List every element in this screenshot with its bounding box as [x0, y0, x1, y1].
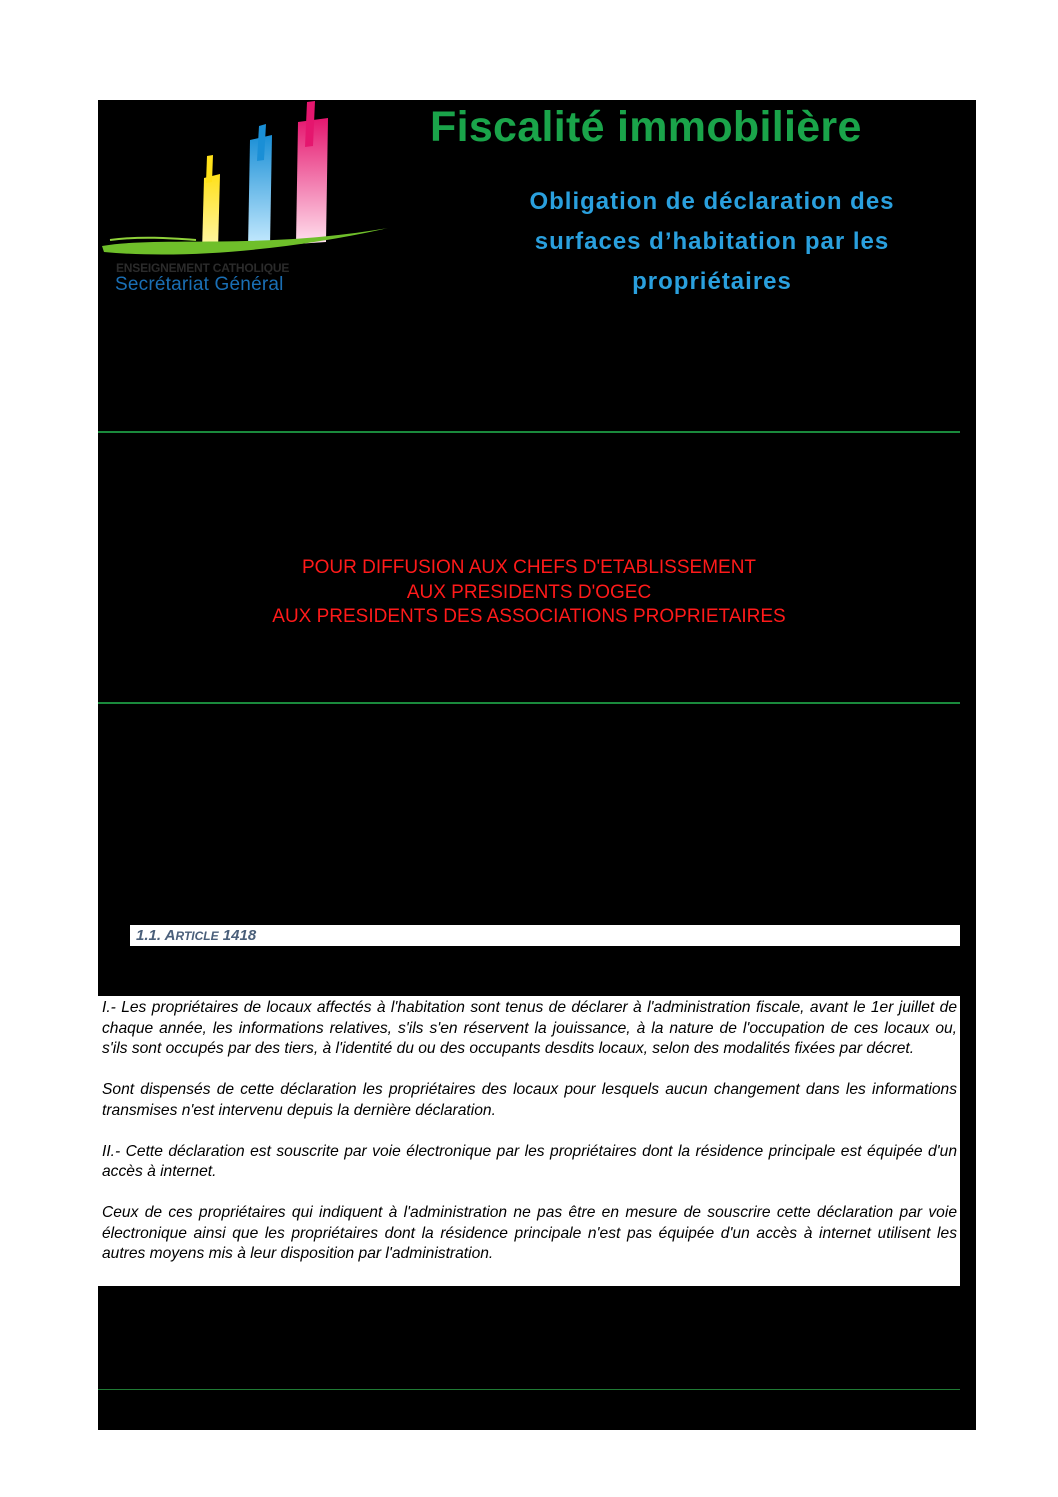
divider-bottom [98, 1389, 960, 1390]
logo [100, 100, 390, 300]
article-number: 1.1. [136, 927, 162, 944]
subtitle-line: surfaces d’habitation par les [534, 228, 890, 255]
article-paragraph: Sont dispensés de cette déclaration les propriétaires des locaux pour lesquels aucun changement dans les informations transmises n'est intervenu depuis la dernière déclaration. [102, 1081, 957, 1119]
diffusion-line: POUR DIFFUSION AUX CHEFS D'ETABLISSEMENT [301, 557, 757, 578]
subtitle-line: propriétaires [632, 268, 792, 295]
article-paragraph: II.- Cette déclaration est souscrite par voie électronique par les propriétaires dont la résidence principale est équipée d'un accès à internet. [102, 1142, 957, 1180]
divider-top [98, 431, 960, 433]
article-label-number: 1418 [222, 927, 257, 944]
article-body [102, 998, 957, 1265]
article-paragraph: I.- Les propriétaires de locaux affectés à l'habitation sont tenus de déclarer à l'administration fiscale, avant le 1er juillet de chaque année, les informations relatives, s'ils s'en réservent la jouissance, à la nature de l'occupation de ces locaux ou, s'ils sont occupés par des tiers, à l'identité du ou des occupants desdits locaux, selon des modalités fixées par décret. [102, 999, 957, 1057]
subtitle-line: Obligation de déclaration des [529, 188, 895, 215]
article-heading [136, 927, 256, 944]
logo-secretariat-name: Secrétariat Général [115, 274, 284, 295]
divider-middle [98, 702, 960, 704]
logo-organization-name: ENSEIGNEMENT CATHOLIQUE [116, 261, 290, 275]
article-paragraph: Ceux de ces propriétaires qui indiquent à l'administration ne pas être en mesure de souscrire cette déclaration par voie électronique ainsi que les propriétaires dont la résidence principale n'est pas équipée d'un accès à internet utilisent les autres moyens mis à leur disposition par l'administration. [102, 1204, 957, 1262]
article-text-box [98, 996, 960, 1286]
diffusion-line: AUX PRESIDENTS D'OGEC [406, 581, 652, 603]
article-label-initial: A [164, 927, 176, 944]
document-title: Fiscalité immobilière [430, 103, 862, 151]
article-label-rest: RTICLE [175, 929, 219, 943]
diffusion-notice [98, 556, 960, 630]
diffusion-line: AUX PRESIDENTS DES ASSOCIATIONS PROPRIETAIRES [272, 606, 786, 627]
document-subtitle [452, 182, 972, 302]
article-heading-bar [130, 925, 960, 946]
